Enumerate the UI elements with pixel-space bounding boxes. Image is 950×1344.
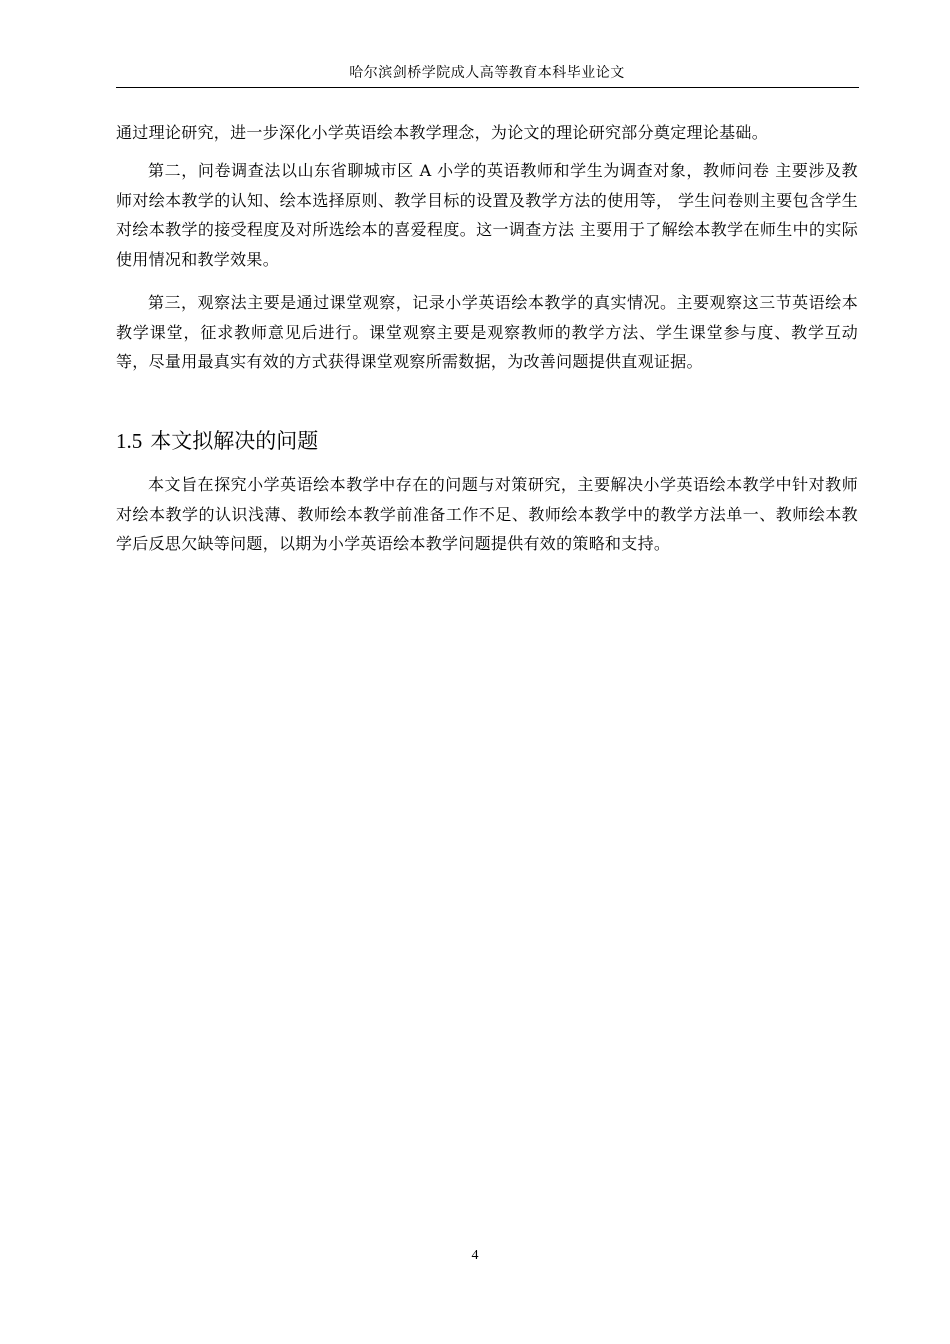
header-divider: [116, 87, 859, 88]
paragraph-observation-method: 第三，观察法主要是通过课堂观察，记录小学英语绘本教学的真实情况。主要观察这三节英语绘本教学课堂，征求教师意见后进行。课堂观察主要是观察教师的教学方法、学生课堂参与度、教学互动等，尽量用最真实有效的方式获得课堂观察所需数据，为改善问题提供直观证据。: [116, 293, 858, 371]
section-heading: [116, 426, 318, 456]
page-header-title: 哈尔滨剑桥学院成人高等教育本科毕业论文: [349, 65, 625, 81]
section-title: 本文拟解决的问题: [150, 429, 319, 453]
paragraph-research-problems: 本文旨在探究小学英语绘本教学中存在的问题与对策研究，主要解决小学英语绘本教学中针对教师对绘本教学的认识浅薄、教师绘本教学前准备工作不足、教师绘本教学中的教学方法单一、教师绘本教学后反思欠缺等问题，以期为小学英语绘本教学问题提供有效的策略和支持。: [116, 475, 858, 553]
section-number: 1.5: [116, 429, 143, 453]
paragraph-theory-continuation: 通过理论研究，进一步深化小学英语绘本教学理念，为论文的理论研究部分奠定理论基础。: [116, 123, 769, 142]
paragraph-questionnaire-method: 第二，问卷调查法以山东省聊城市区 A 小学的英语教师和学生为调查对象，教师问卷 主要涉及教师对绘本教学的认知、绘本选择原则、教学目标的设置及教学方法的使用等， 学生问卷则主要包含学生对绘本教学的接受程度及对所选绘本的喜爱程度。这一调查方法 主要用于了解绘本教学在师生中的实际使用情况和教学效果。: [116, 161, 858, 269]
page-number: 4: [471, 1248, 479, 1263]
